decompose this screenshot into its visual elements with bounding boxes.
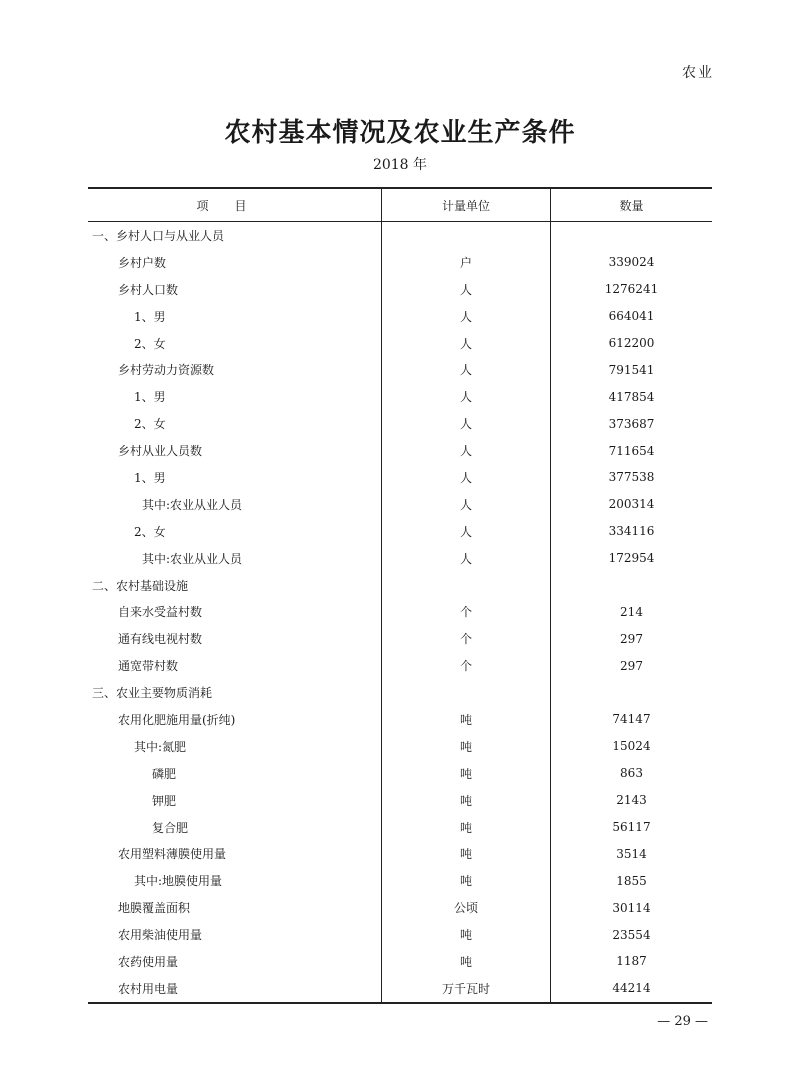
row-unit: 人 [382,303,551,330]
row-value: 373687 [551,410,713,437]
row-unit: 人 [382,491,551,518]
row-item-label: 1、男 [134,390,166,405]
row-value: 172954 [551,545,713,572]
row-unit: 个 [382,598,551,625]
row-unit: 公顷 [382,894,551,921]
row-item-label: 1、男 [134,309,166,324]
row-value: 863 [551,760,713,787]
table-row [88,760,712,787]
table-row [88,545,712,572]
row-unit: 人 [382,545,551,572]
row-item-label: 2、女 [134,524,166,539]
row-unit: 人 [382,383,551,410]
row-unit [382,222,551,249]
row-unit: 户 [382,249,551,276]
table-row [88,679,712,706]
row-item-label: 复合肥 [152,820,189,835]
table-body [88,222,712,1003]
table-row [88,437,712,464]
table-row [88,572,712,599]
row-unit: 人 [382,464,551,491]
statistics-table [88,187,712,1004]
row-value: 297 [551,625,713,652]
row-value: 334116 [551,518,713,545]
row-item-label: 农用柴油使用量 [118,928,203,943]
table-row [88,330,712,357]
table-row [88,303,712,330]
row-unit: 吨 [382,814,551,841]
row-value: 1855 [551,867,713,894]
table-header-row [88,188,712,222]
table-row [88,787,712,814]
row-unit: 吨 [382,706,551,733]
row-item-label: 三、农业主要物质消耗 [92,686,213,701]
table-row [88,867,712,894]
row-value: 56117 [551,814,713,841]
table-row [88,652,712,679]
row-item-label: 地膜覆盖面积 [118,901,191,916]
table-row [88,625,712,652]
row-value: 297 [551,652,713,679]
table-row [88,276,712,303]
row-value: 200314 [551,491,713,518]
row-value: 377538 [551,464,713,491]
table-row [88,410,712,437]
row-item-label: 一、乡村人口与从业人员 [92,228,225,243]
table-row [88,733,712,760]
row-unit: 吨 [382,787,551,814]
page-subtitle: 2018 年 [372,157,428,173]
row-item-label: 2、女 [134,417,166,432]
row-unit: 人 [382,437,551,464]
row-item-label: 磷肥 [152,766,177,781]
table-row [88,921,712,948]
row-unit: 吨 [382,840,551,867]
row-value: 664041 [551,303,713,330]
column-header-unit: 计量单位 [382,188,551,222]
row-item-label: 农村用电量 [88,975,382,1003]
row-value: 44214 [551,975,713,1003]
table-row [88,518,712,545]
row-value: 791541 [551,356,713,383]
row-value: 339024 [551,249,713,276]
row-value: 15024 [551,733,713,760]
row-value: 417854 [551,383,713,410]
row-item-label: 其中:氮肥 [134,739,187,754]
table-row [88,249,712,276]
table-row [88,894,712,921]
row-item-label: 乡村户数 [118,255,167,270]
column-header-item: 项目 [88,188,382,222]
row-unit: 吨 [382,733,551,760]
row-item-label: 农药使用量 [118,954,179,969]
row-item-label: 二、农村基础设施 [92,578,189,593]
page-number: — 29 — [657,1014,708,1029]
row-unit: 个 [382,625,551,652]
row-value: 2143 [551,787,713,814]
row-value [551,572,713,599]
table-row [88,464,712,491]
table-row [88,948,712,975]
row-value: 23554 [551,921,713,948]
row-item-label: 乡村从业人员数 [118,444,203,459]
row-item-label: 乡村劳动力资源数 [118,363,215,378]
row-unit: 吨 [382,948,551,975]
row-value: 612200 [551,330,713,357]
row-value: 711654 [551,437,713,464]
page-title: 农村基本情况及农业生产条件 [224,118,576,148]
row-item-label: 其中:农业从业人员 [142,497,243,512]
row-item-label: 通宽带村数 [118,659,179,674]
row-unit: 人 [382,330,551,357]
table-row [88,383,712,410]
table-row [88,356,712,383]
table-row [88,840,712,867]
row-unit: 吨 [382,760,551,787]
row-item-label: 通有线电视村数 [118,632,203,647]
row-item-label: 自来水受益村数 [118,605,203,620]
row-item-label: 其中:农业从业人员 [142,551,243,566]
row-unit: 个 [382,652,551,679]
row-item-label: 钾肥 [152,793,177,808]
table-row [88,491,712,518]
row-value: 3514 [551,840,713,867]
section-label: 农业 [682,65,714,81]
row-value: 1276241 [551,276,713,303]
row-item-label: 农用化肥施用量(折纯) [118,712,236,727]
row-value: 30114 [551,894,713,921]
row-value [551,222,713,249]
column-header-value: 数量 [551,188,713,222]
row-value: 214 [551,598,713,625]
row-value: 74147 [551,706,713,733]
table-row [88,814,712,841]
table-row [88,598,712,625]
row-item-label: 其中:地膜使用量 [134,874,223,889]
row-unit: 人 [382,276,551,303]
row-unit: 吨 [382,867,551,894]
row-unit: 人 [382,356,551,383]
row-value: 1187 [551,948,713,975]
row-item-label: 农用塑料薄膜使用量 [118,847,227,862]
row-unit [382,679,551,706]
row-unit [382,572,551,599]
table-row [88,975,712,1003]
row-item-label: 1、男 [134,470,166,485]
row-unit: 人 [382,410,551,437]
row-unit: 人 [382,518,551,545]
row-unit: 吨 [382,921,551,948]
row-unit: 万千瓦时 [382,975,551,1003]
row-item-label: 乡村人口数 [118,282,179,297]
table-row [88,222,712,249]
table-row [88,706,712,733]
row-item-label: 2、女 [134,336,166,351]
row-value [551,679,713,706]
